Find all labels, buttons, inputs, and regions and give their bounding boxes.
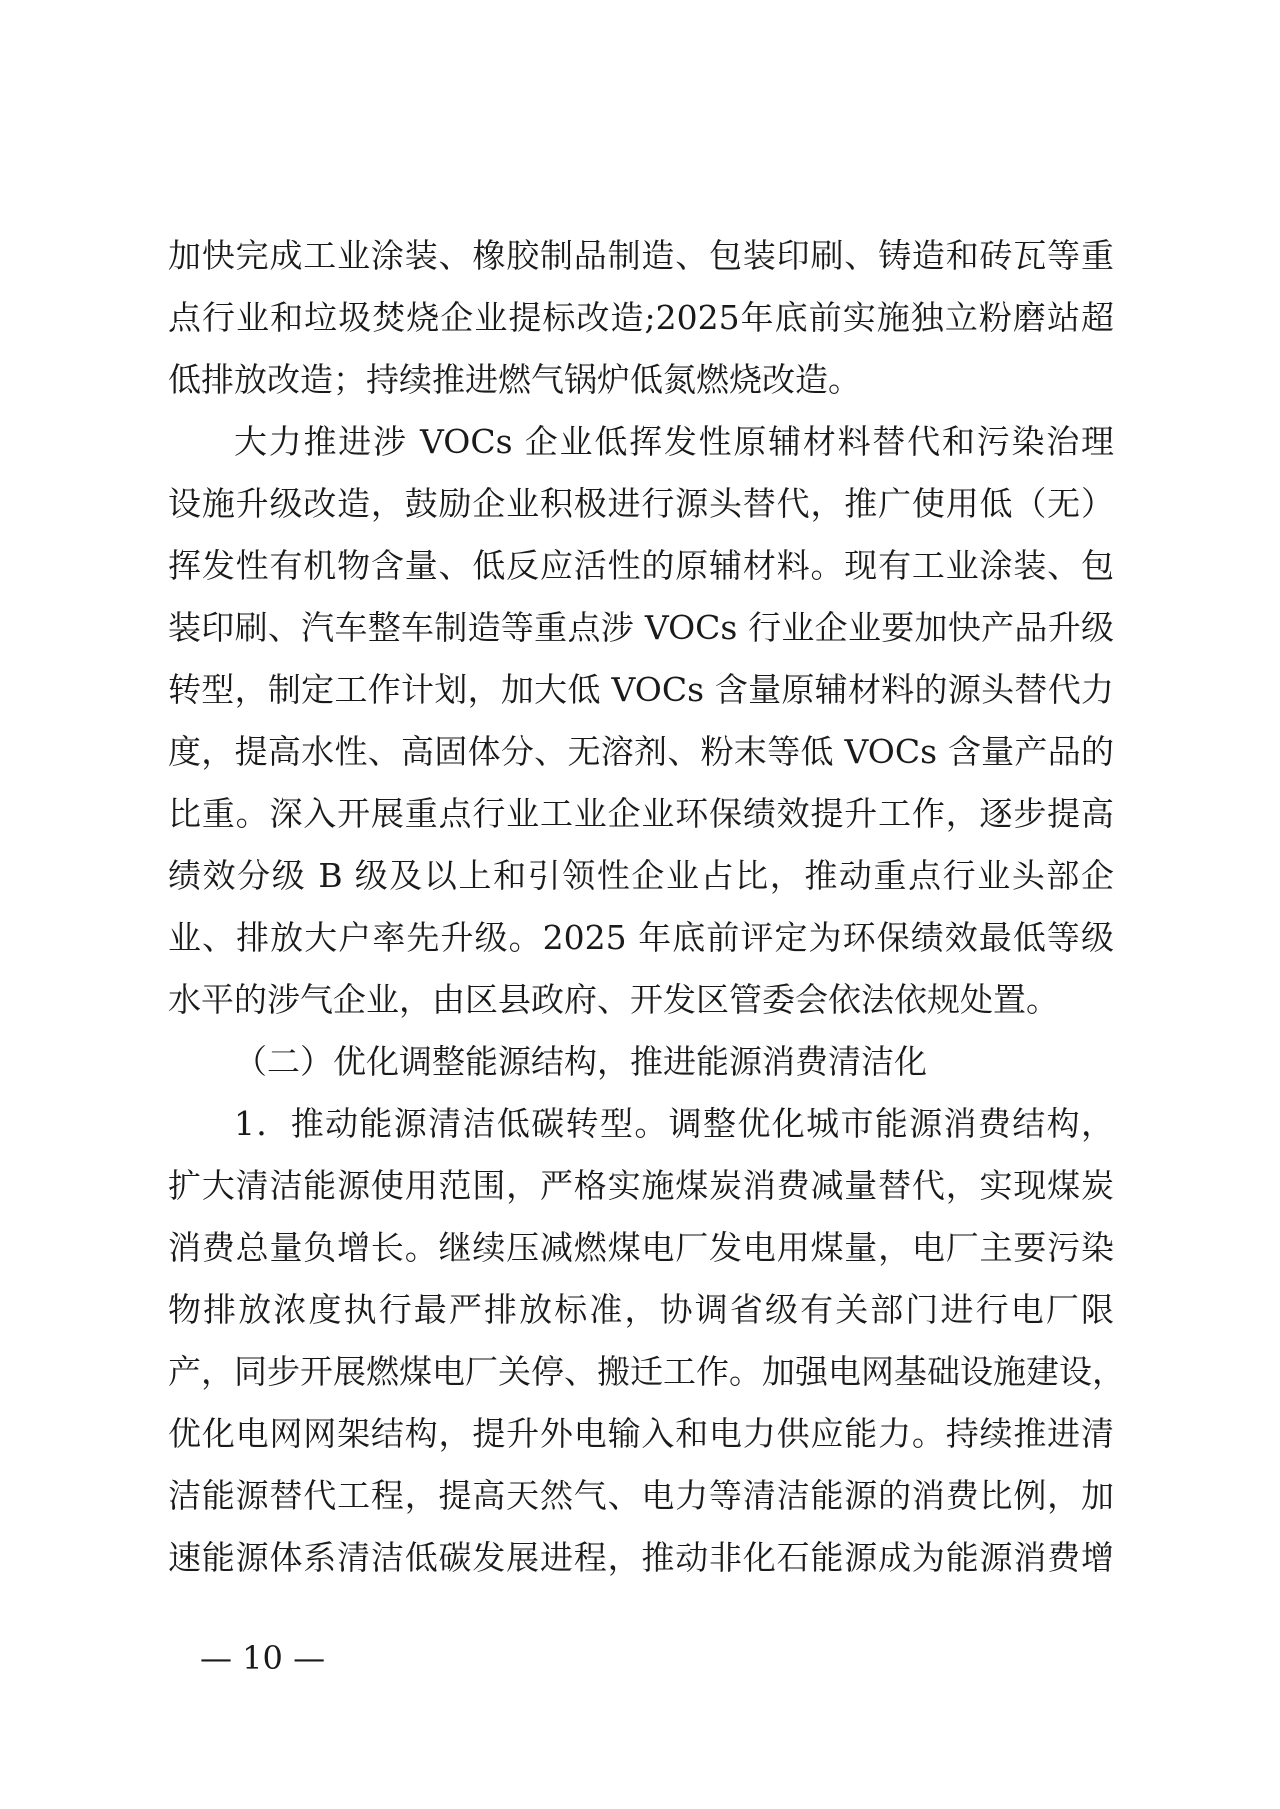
text-line: 点行业和垃圾焚烧企业提标改造;2025年底前实施独立粉磨站超 — [168, 298, 1114, 337]
page-number: — 10 — — [200, 1639, 326, 1677]
body-text — [168, 225, 1125, 1589]
text-line: 低排放改造；持续推进燃气锅炉低氮燃烧改造。 — [168, 360, 861, 399]
text-line: 挥发性有机物含量、低反应活性的原辅材料。现有工业涂装、包 — [168, 546, 1114, 585]
text-line: 消费总量负增长。继续压减燃煤电厂发电用煤量，电厂主要污染 — [168, 1228, 1114, 1267]
text-line: 速能源体系清洁低碳发展进程，推动非化石能源成为能源消费增 — [168, 1538, 1114, 1577]
text-line: 水平的涉气企业，由区县政府、开发区管委会依法依规处置。 — [168, 980, 1059, 1019]
text-line: 转型，制定工作计划，加大低 VOCs 含量原辅材料的源头替代力 — [168, 670, 1114, 709]
section-heading: （二）优化调整能源结构，推进能源消费清洁化 — [234, 1042, 927, 1081]
text-line: 业、排放大户率先升级。2025 年底前评定为环保绩效最低等级 — [168, 918, 1114, 957]
paragraph-start-line: 1．推动能源清洁低碳转型。调整优化城市能源消费结构， — [234, 1104, 1114, 1143]
text-line: 设施升级改造，鼓励企业积极进行源头替代，推广使用低（无） — [168, 484, 1114, 523]
text-line: 优化电网网架结构，提升外电输入和电力供应能力。持续推进清 — [168, 1414, 1114, 1453]
text-line: 绩效分级 B 级及以上和引领性企业占比，推动重点行业头部企 — [168, 856, 1114, 895]
paragraph-start-line: 大力推进涉 VOCs 企业低挥发性原辅材料替代和污染治理 — [234, 422, 1114, 461]
text-line: 度，提高水性、高固体分、无溶剂、粉末等低 VOCs 含量产品的 — [168, 732, 1114, 771]
text-line: 扩大清洁能源使用范围，严格实施煤炭消费减量替代，实现煤炭 — [168, 1166, 1114, 1205]
text-line: 加快完成工业涂装、橡胶制品制造、包装印刷、铸造和砖瓦等重 — [168, 236, 1114, 275]
text-line: 装印刷、汽车整车制造等重点涉 VOCs 行业企业要加快产品升级 — [168, 608, 1114, 647]
text-line: 物排放浓度执行最严排放标准，协调省级有关部门进行电厂限 — [168, 1290, 1114, 1329]
text-line: 产，同步开展燃煤电厂关停、搬迁工作。加强电网基础设施建设， — [168, 1352, 1125, 1391]
text-line: 洁能源替代工程，提高天然气、电力等清洁能源的消费比例，加 — [168, 1476, 1114, 1515]
text-line: 比重。深入开展重点行业工业企业环保绩效提升工作，逐步提高 — [168, 794, 1114, 833]
